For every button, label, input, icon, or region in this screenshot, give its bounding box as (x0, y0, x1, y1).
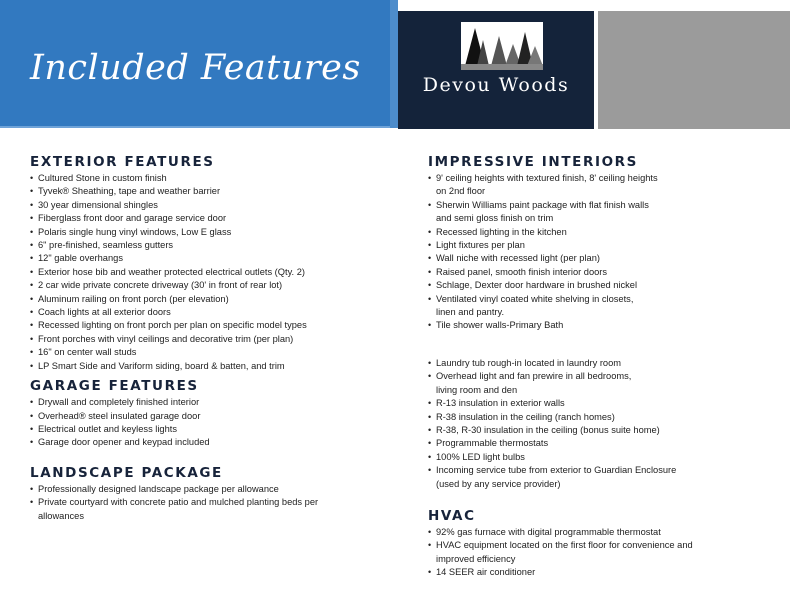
list-item: • 9' ceiling heights with textured finish, 8' ceiling heights on 2nd floor (428, 172, 758, 199)
list-item: • Overhead light and fan prewire in all bedrooms, living room and den (428, 370, 758, 397)
list-item: • Aluminum railing on front porch (per elevation) (30, 293, 390, 306)
exterior-features-list (30, 172, 390, 373)
list-item: • Garage door opener and keypad included (30, 436, 390, 449)
landscape-package-heading: LANDSCAPE PACKAGE (30, 464, 223, 481)
list-item: • 16" on center wall studs (30, 346, 390, 359)
list-item: • 12" gable overhangs (30, 252, 390, 265)
exterior-features-heading: EXTERIOR FEATURES (30, 154, 215, 170)
list-item: • Polaris single hung vinyl windows, Low E glass (30, 226, 390, 239)
list-item: • Tile shower walls-Primary Bath (428, 319, 758, 332)
list-item: • 6" pre-finished, seamless gutters (30, 239, 390, 252)
list-item: • 2 car wide private concrete driveway (30' in front of rear lot) (30, 279, 390, 292)
page-title: Included Features (30, 48, 361, 88)
list-item: • Recessed lighting in the kitchen (428, 226, 758, 239)
list-item: • Laundry tub rough-in located in laundry room (428, 357, 758, 370)
list-item: • 14 SEER air conditioner (428, 566, 758, 579)
list-item: • 100% LED light bulbs (428, 451, 758, 464)
header-banner-strip (390, 0, 398, 128)
list-item: • Overhead® steel insulated garage door (30, 410, 390, 423)
list-item: • Raised panel, smooth finish interior doors (428, 266, 758, 279)
interiors-systems-list (428, 357, 758, 491)
list-item: • R-38 insulation in the ceiling (ranch homes) (428, 411, 758, 424)
list-item: • Professionally designed landscape package per allowance (30, 483, 390, 496)
list-item: • Fiberglass front door and garage service door (30, 212, 390, 225)
list-item: • Coach lights at all exterior doors (30, 306, 390, 319)
brand-name: Devou Woods (422, 74, 570, 96)
hvac-list (428, 526, 758, 580)
list-item: • Front porches with vinyl ceilings and decorative trim (per plan) (30, 333, 390, 346)
garage-features-list (30, 396, 390, 450)
list-item: • 30 year dimensional shingles (30, 199, 390, 212)
list-item: • Drywall and completely finished interior (30, 396, 390, 409)
list-item: • Cultured Stone in custom finish (30, 172, 390, 185)
list-item: • R-38, R-30 insulation in the ceiling (bonus suite home) (428, 424, 758, 437)
header-gray-panel (598, 11, 790, 129)
list-item: • Schlage, Dexter door hardware in brushed nickel (428, 279, 758, 292)
list-item: • Incoming service tube from exterior to Guardian Enclosure (used by any service provider) (428, 464, 758, 491)
list-item: • Ventilated vinyl coated white shelving in closets, linen and pantry. (428, 293, 758, 320)
list-item: • HVAC equipment located on the first floor for convenience and improved efficiency (428, 539, 758, 566)
list-item: • Light fixtures per plan (428, 239, 758, 252)
hvac-heading: HVAC (428, 507, 476, 524)
list-item: • Recessed lighting on front porch per plan on specific model types (30, 319, 390, 332)
list-item: • R-13 insulation in exterior walls (428, 397, 758, 410)
left-column (30, 154, 390, 523)
list-item: • Tyvek® Sheathing, tape and weather barrier (30, 185, 390, 198)
list-item: • Wall niche with recessed light (per plan) (428, 252, 758, 265)
impressive-interiors-heading: IMPRESSIVE INTERIORS (428, 154, 638, 170)
list-item: • 92% gas furnace with digital programmable thermostat (428, 526, 758, 539)
list-item: • Private courtyard with concrete patio and mulched planting beds per allowances (30, 496, 390, 523)
list-item: • Electrical outlet and keyless lights (30, 423, 390, 436)
impressive-interiors-list (428, 172, 758, 333)
list-item: • Sherwin Williams paint package with flat finish walls and semi gloss finish on trim (428, 199, 758, 226)
tree-logo-icon (461, 22, 543, 70)
garage-features-heading: GARAGE FEATURES (30, 378, 199, 395)
landscape-package-list (30, 483, 390, 523)
list-item: • Programmable thermostats (428, 437, 758, 450)
right-column (428, 154, 758, 580)
list-item: • Exterior hose bib and weather protected electrical outlets (Qty. 2) (30, 266, 390, 279)
list-item: • LP Smart Side and Variform siding, board & batten, and trim (30, 360, 390, 373)
